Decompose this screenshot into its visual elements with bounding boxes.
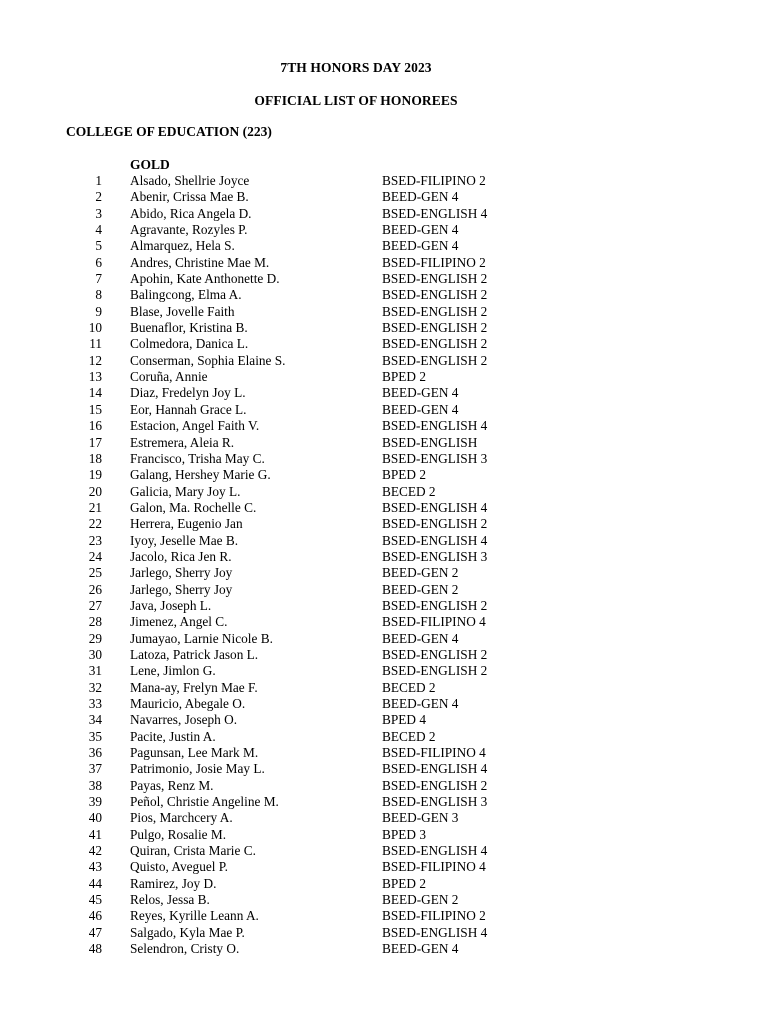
honoree-course: BSED-ENGLISH 2 bbox=[382, 287, 488, 303]
honoree-name: Salgado, Kyla Mae P. bbox=[130, 924, 245, 940]
honoree-course: BSED-ENGLISH 2 bbox=[382, 646, 488, 662]
honoree-number: 46 bbox=[88, 908, 102, 924]
honoree-name: Jarlego, Sherry Joy bbox=[130, 565, 233, 581]
honoree-course: BSED-ENGLISH 3 bbox=[382, 450, 488, 466]
honoree-name: Buenaflor, Kristina B. bbox=[130, 320, 248, 336]
list-item bbox=[0, 876, 768, 892]
honoree-course: BSED-ENGLISH 3 bbox=[382, 794, 488, 810]
honoree-number: 26 bbox=[88, 581, 102, 597]
list-item bbox=[0, 745, 768, 761]
honoree-number: 22 bbox=[88, 516, 102, 532]
honoree-course: BECED 2 bbox=[382, 728, 436, 744]
honoree-number: 39 bbox=[88, 794, 102, 810]
honoree-number: 12 bbox=[88, 352, 102, 368]
list-item bbox=[0, 614, 768, 630]
honoree-number: 41 bbox=[88, 826, 102, 842]
honoree-number: 31 bbox=[88, 663, 102, 679]
honoree-number: 43 bbox=[88, 859, 102, 875]
honoree-course: BSED-ENGLISH 2 bbox=[382, 663, 488, 679]
list-item bbox=[0, 516, 768, 532]
honoree-name: Estacion, Angel Faith V. bbox=[130, 418, 260, 434]
list-item bbox=[0, 941, 768, 957]
document-subtitle: OFFICIAL LIST OF HONOREES bbox=[254, 93, 458, 108]
honoree-course: BSED-FILIPINO 2 bbox=[382, 254, 486, 270]
honoree-name: Blase, Jovelle Faith bbox=[130, 303, 235, 319]
honoree-number: 44 bbox=[88, 875, 102, 891]
honoree-number: 17 bbox=[88, 434, 102, 450]
honoree-course: BSED-FILIPINO 4 bbox=[382, 859, 486, 875]
list-item bbox=[0, 761, 768, 777]
list-item bbox=[0, 222, 768, 238]
honoree-course: BSED-ENGLISH 3 bbox=[382, 548, 488, 564]
honoree-number: 18 bbox=[88, 450, 102, 466]
honoree-number: 6 bbox=[95, 254, 102, 270]
list-item bbox=[0, 696, 768, 712]
honoree-name: Conserman, Sophia Elaine S. bbox=[130, 352, 286, 368]
honoree-number: 1 bbox=[95, 173, 102, 188]
list-item bbox=[0, 369, 768, 385]
list-item bbox=[0, 287, 768, 303]
honoree-number: 9 bbox=[95, 303, 102, 319]
honoree-name: Abido, Rica Angela D. bbox=[130, 205, 252, 221]
list-item bbox=[0, 565, 768, 581]
honoree-name: Relos, Jessa B. bbox=[130, 892, 210, 908]
honoree-name: Diaz, Fredelyn Joy L. bbox=[130, 385, 246, 401]
honoree-name: Iyoy, Jeselle Mae B. bbox=[130, 532, 239, 548]
honoree-course: BPED 2 bbox=[382, 369, 426, 385]
honoree-number: 16 bbox=[88, 418, 102, 434]
honoree-number: 32 bbox=[88, 679, 102, 695]
list-item bbox=[0, 843, 768, 859]
honoree-course: BSED-FILIPINO 4 bbox=[382, 745, 486, 761]
list-item bbox=[0, 712, 768, 728]
honoree-name: Abenir, Crissa Mae B. bbox=[130, 189, 249, 205]
honoree-course: BSED-ENGLISH 4 bbox=[382, 499, 488, 515]
honoree-course: BEED-GEN 4 bbox=[382, 401, 459, 417]
honoree-course: BEED-GEN 4 bbox=[382, 630, 459, 646]
honoree-name: Navarres, Joseph O. bbox=[130, 712, 238, 728]
list-item bbox=[0, 418, 768, 434]
list-item bbox=[0, 729, 768, 745]
list-item bbox=[0, 533, 768, 549]
honoree-number: 35 bbox=[88, 728, 102, 744]
list-item bbox=[0, 810, 768, 826]
honoree-name: Jimenez, Angel C. bbox=[130, 614, 228, 630]
honoree-name: Galang, Hershey Marie G. bbox=[130, 467, 271, 483]
honoree-course: BEED-GEN 4 bbox=[382, 941, 459, 957]
honoree-course: BEED-GEN 4 bbox=[382, 222, 459, 238]
honoree-name: Galon, Ma. Rochelle C. bbox=[130, 499, 257, 515]
honoree-number: 8 bbox=[95, 287, 102, 303]
list-item bbox=[0, 827, 768, 843]
list-item bbox=[0, 435, 768, 451]
list-item bbox=[0, 173, 768, 189]
list-item bbox=[0, 778, 768, 794]
honoree-name: Mauricio, Abegale O. bbox=[130, 696, 246, 711]
list-item bbox=[0, 484, 768, 500]
honoree-course: BSED-ENGLISH 2 bbox=[382, 303, 488, 319]
honoree-course: BSED-ENGLISH 4 bbox=[382, 532, 488, 548]
list-item bbox=[0, 320, 768, 336]
list-item bbox=[0, 353, 768, 369]
list-item bbox=[0, 794, 768, 810]
honoree-course: BEED-GEN 2 bbox=[382, 565, 459, 581]
honoree-name: Lene, Jimlon G. bbox=[130, 663, 216, 679]
honoree-course: BEED-GEN 4 bbox=[382, 189, 459, 205]
honoree-number: 3 bbox=[95, 205, 102, 221]
honoree-number: 34 bbox=[88, 712, 102, 728]
honoree-number: 7 bbox=[95, 271, 102, 287]
honoree-number: 21 bbox=[88, 499, 102, 515]
honoree-course: BSED-ENGLISH 2 bbox=[382, 352, 488, 368]
honoree-number: 45 bbox=[88, 892, 102, 908]
honoree-number: 15 bbox=[88, 401, 102, 417]
honoree-course: BSED-ENGLISH bbox=[382, 434, 478, 450]
honoree-number: 4 bbox=[95, 222, 102, 238]
honoree-name: Herrera, Eugenio Jan bbox=[130, 516, 243, 532]
list-item bbox=[0, 238, 768, 254]
honoree-name: Patrimonio, Josie May L. bbox=[130, 761, 265, 777]
list-item bbox=[0, 598, 768, 614]
honoree-name: Payas, Renz M. bbox=[130, 777, 214, 793]
section-heading-gold: GOLD bbox=[130, 157, 170, 172]
honoree-name: Colmedora, Danica L. bbox=[130, 336, 249, 352]
honoree-course: BPED 3 bbox=[382, 826, 426, 842]
list-item bbox=[0, 680, 768, 696]
list-item bbox=[0, 304, 768, 320]
list-item bbox=[0, 647, 768, 663]
list-item bbox=[0, 908, 768, 924]
list-item bbox=[0, 402, 768, 418]
honoree-number: 10 bbox=[88, 320, 102, 336]
list-item bbox=[0, 582, 768, 598]
honoree-list bbox=[0, 173, 768, 958]
honoree-name: Francisco, Trisha May C. bbox=[130, 450, 265, 466]
honoree-course: BEED-GEN 3 bbox=[382, 810, 459, 826]
honoree-number: 24 bbox=[88, 548, 102, 564]
honoree-number: 23 bbox=[88, 532, 102, 548]
honoree-name: Balingcong, Elma A. bbox=[130, 287, 242, 303]
list-item bbox=[0, 631, 768, 647]
honoree-number: 48 bbox=[88, 941, 102, 957]
honoree-name: Pulgo, Rosalie M. bbox=[130, 826, 227, 842]
honoree-number: 30 bbox=[88, 646, 102, 662]
list-item bbox=[0, 255, 768, 271]
honoree-course: BECED 2 bbox=[382, 679, 436, 695]
honoree-name: Quiran, Crista Marie C. bbox=[130, 843, 256, 859]
list-item bbox=[0, 271, 768, 287]
honoree-number: 25 bbox=[88, 565, 102, 581]
honoree-course: BSED-ENGLISH 2 bbox=[382, 516, 488, 532]
honoree-number: 37 bbox=[88, 761, 102, 777]
honoree-number: 11 bbox=[89, 336, 102, 352]
honoree-course: BSED-ENGLISH 2 bbox=[382, 597, 488, 613]
list-item bbox=[0, 892, 768, 908]
honoree-course: BSED-ENGLISH 4 bbox=[382, 205, 488, 221]
honoree-name: Eor, Hannah Grace L. bbox=[130, 401, 247, 417]
honoree-name: Selendron, Cristy O. bbox=[130, 941, 240, 957]
honoree-course: BSED-FILIPINO 4 bbox=[382, 614, 486, 630]
honoree-course: BSED-ENGLISH 4 bbox=[382, 843, 488, 859]
list-item bbox=[0, 336, 768, 352]
honoree-number: 14 bbox=[88, 385, 102, 401]
honoree-name: Java, Joseph L. bbox=[130, 597, 212, 613]
honoree-number: 40 bbox=[88, 810, 102, 826]
list-item bbox=[0, 467, 768, 483]
honoree-name: Estremera, Aleia R. bbox=[130, 434, 235, 450]
honoree-course: BSED-ENGLISH 2 bbox=[382, 271, 488, 287]
honoree-course: BPED 2 bbox=[382, 467, 426, 483]
list-item bbox=[0, 925, 768, 941]
list-item bbox=[0, 663, 768, 679]
honoree-course: BSED-ENGLISH 4 bbox=[382, 418, 488, 434]
list-item bbox=[0, 549, 768, 565]
honoree-course: BPED 4 bbox=[382, 712, 426, 728]
honoree-name: Pacite, Justin A. bbox=[130, 728, 216, 744]
honoree-name: Jumayao, Larnie Nicole B. bbox=[130, 630, 273, 646]
honoree-number: 36 bbox=[88, 745, 102, 761]
honoree-number: 29 bbox=[88, 630, 102, 646]
honoree-name: Ramirez, Joy D. bbox=[130, 875, 217, 891]
honoree-number: 2 bbox=[95, 189, 102, 205]
honoree-number: 42 bbox=[88, 843, 102, 859]
honoree-course: BEED-GEN 4 bbox=[382, 696, 459, 711]
honoree-course: BSED-ENGLISH 4 bbox=[382, 761, 488, 777]
honoree-course: BECED 2 bbox=[382, 483, 436, 499]
honoree-course: BSED-FILIPINO 2 bbox=[382, 908, 486, 924]
honoree-name: Apohin, Kate Anthonette D. bbox=[130, 271, 280, 287]
honoree-course: BSED-ENGLISH 4 bbox=[382, 924, 488, 940]
honoree-number: 20 bbox=[88, 483, 102, 499]
honoree-number: 38 bbox=[88, 777, 102, 793]
honoree-name: Agravante, Rozyles P. bbox=[130, 222, 248, 238]
honoree-number: 28 bbox=[88, 614, 102, 630]
honoree-name: Pios, Marchcery A. bbox=[130, 810, 233, 826]
honoree-name: Jarlego, Sherry Joy bbox=[130, 581, 233, 597]
list-item bbox=[0, 206, 768, 222]
honoree-name: Jacolo, Rica Jen R. bbox=[130, 548, 232, 564]
list-item bbox=[0, 859, 768, 875]
document-title: 7TH HONORS DAY 2023 bbox=[280, 60, 432, 75]
list-item bbox=[0, 500, 768, 516]
honoree-course: BEED-GEN 4 bbox=[382, 238, 459, 254]
honoree-name: Galicia, Mary Joy L. bbox=[130, 483, 241, 499]
honoree-name: Coruña, Annie bbox=[130, 369, 208, 385]
honoree-number: 47 bbox=[88, 924, 102, 940]
honoree-name: Mana-ay, Frelyn Mae F. bbox=[130, 679, 258, 695]
honoree-name: Peñol, Christie Angeline M. bbox=[130, 794, 279, 810]
honoree-name: Latoza, Patrick Jason L. bbox=[130, 646, 259, 662]
honoree-name: Andres, Christine Mae M. bbox=[130, 254, 270, 270]
honoree-name: Quisto, Aveguel P. bbox=[130, 859, 229, 875]
list-item bbox=[0, 189, 768, 205]
honoree-course: BEED-GEN 2 bbox=[382, 892, 459, 908]
honoree-course: BPED 2 bbox=[382, 875, 426, 891]
honoree-number: 19 bbox=[88, 467, 102, 483]
list-item bbox=[0, 451, 768, 467]
honoree-number: 5 bbox=[95, 238, 102, 254]
honoree-course: BSED-ENGLISH 2 bbox=[382, 336, 488, 352]
honoree-course: BEED-GEN 4 bbox=[382, 385, 459, 401]
honoree-name: Alsado, Shellrie Joyce bbox=[130, 173, 250, 188]
honoree-name: Reyes, Kyrille Leann A. bbox=[130, 908, 259, 924]
honoree-name: Pagunsan, Lee Mark M. bbox=[130, 745, 259, 761]
honoree-course: BSED-FILIPINO 2 bbox=[382, 173, 486, 188]
honoree-number: 27 bbox=[88, 597, 102, 613]
honoree-number: 13 bbox=[88, 369, 102, 385]
honoree-course: BSED-ENGLISH 2 bbox=[382, 777, 488, 793]
list-item bbox=[0, 385, 768, 401]
honoree-course: BEED-GEN 2 bbox=[382, 581, 459, 597]
honoree-name: Almarquez, Hela S. bbox=[130, 238, 235, 254]
college-heading: COLLEGE OF EDUCATION (223) bbox=[66, 124, 272, 139]
honoree-number: 33 bbox=[88, 696, 102, 711]
honoree-course: BSED-ENGLISH 2 bbox=[382, 320, 488, 336]
